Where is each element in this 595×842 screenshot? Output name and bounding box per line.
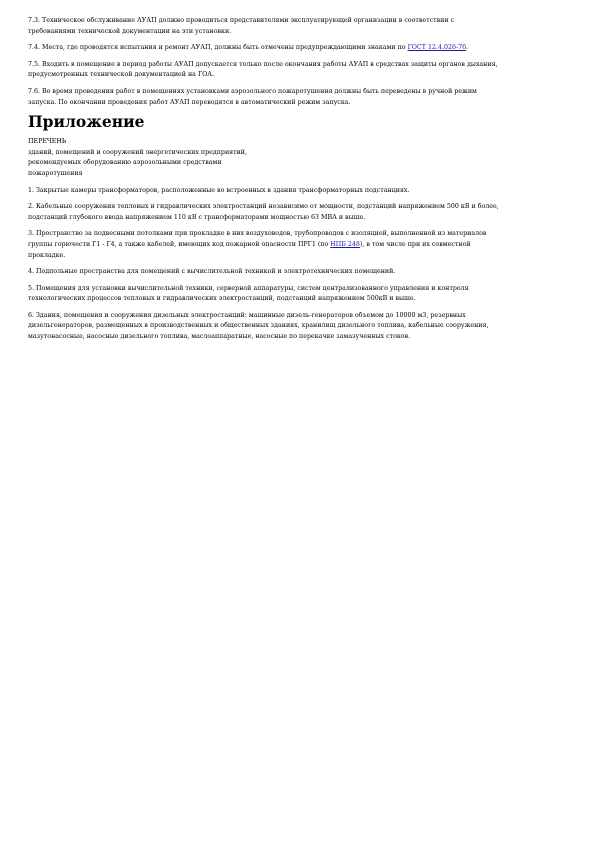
paragraph-line: запуска. По окончании проведения работ АУАП переводятся в автоматический режим запуска. bbox=[28, 98, 351, 106]
paragraph-7-3 bbox=[28, 16, 568, 37]
list-item-line: 2. Кабельные сооружения тепловых и гидравлических электростанций независимо от мощности, подстанций напряжением 500 кВ и более, bbox=[28, 203, 499, 211]
paragraph-7-6 bbox=[28, 87, 568, 108]
paragraph-line: 7.6. Во время проведения работ в помещениях установками аэрозольного пожаротушения должны быть переведены в ручной режим bbox=[28, 87, 477, 95]
list-item-line: дизельгенераторов, размещенных в производственных и общественных зданиях, хранилищ дизельного топлива, кабельные сооружения, bbox=[28, 322, 489, 330]
paragraph-line: 7.5. Входить в помещение в период работы АУАП допускается только после окончания работы АУАП в средствах защиты органов дыхания, bbox=[28, 60, 498, 68]
document-content bbox=[28, 16, 568, 343]
list-header-line: зданий, помещений и сооружений энергетических предприятий, bbox=[28, 148, 247, 156]
list-item-1 bbox=[28, 186, 568, 197]
list-item-6 bbox=[28, 311, 568, 343]
list-item-line: 1. Закрытые камеры трансформаторов, расположенные во встроенных в здания трансформаторных подстанциях. bbox=[28, 186, 410, 194]
list-item-line: 3. Пространство за подвесными потолками при прокладке в них воздуховодов, трубопроводов с изоляцией, выполненной из материалов bbox=[28, 230, 487, 238]
list-header-line: пожаротушения bbox=[28, 169, 83, 177]
list-item-4 bbox=[28, 267, 568, 278]
paragraph-line: 7.3. Техническое обслуживание АУАП должно проводиться представителями эксплуатирующей организации в соответствии с bbox=[28, 17, 455, 24]
paragraph-tail: . bbox=[466, 44, 469, 52]
appendix-title: Приложение bbox=[28, 112, 145, 132]
list-header-line: ПЕРЕЧЕНЬ bbox=[28, 138, 67, 146]
list-header bbox=[28, 137, 568, 179]
list-item-5 bbox=[28, 284, 568, 305]
list-item-line: 5. Помещения для установки вычислительной техники, серверной аппаратуры, систем централизованного управления и контроля bbox=[28, 284, 469, 292]
list-item-3 bbox=[28, 229, 568, 261]
paragraph-line: требованиями технической документации на эти установки. bbox=[28, 27, 232, 35]
paragraph-line: предусмотренных технической документацией на ГОА. bbox=[28, 71, 215, 79]
paragraph-7-5 bbox=[28, 60, 568, 81]
list-header-line: рекомендуемых оборудованию аэрозольными средствами bbox=[28, 159, 222, 167]
list-item-2 bbox=[28, 202, 568, 223]
list-item-line: технологических процессов тепловых и гидравлических электростанций, подстанций напряжением 500кВ и выше. bbox=[28, 295, 416, 303]
npb-link[interactable]: НПБ 248 bbox=[330, 240, 360, 248]
list-item-line: подстанций глубокого ввода напряжением 110 кВ с трансформаторами мощностью 63 МВА и выше. bbox=[28, 213, 366, 221]
list-item-line: 6. Здания, помещения и сооружения дизельных электростанций: машинные дизель-генераторов объемом до 10000 м3, резервных bbox=[28, 311, 466, 319]
list-item-line: прокладке. bbox=[28, 251, 66, 259]
gost-link[interactable]: ГОСТ 12.4.026-76 bbox=[407, 44, 467, 52]
list-item-text: ), в том числе при их совместной bbox=[359, 240, 471, 248]
list-item-line: 4. Подпольные пространства для помещений с вычислительной техникой и электротехнических помещений. bbox=[28, 268, 396, 276]
paragraph-text: 7.4. Места, где проводятся испытания и ремонт АУАП, должны быть отмечены предупреждающими знаками по bbox=[28, 44, 408, 52]
list-item-line: мазутонасосные, насосные дизельного топлива, маслоаппаратные, насосные по перекачке замазученных стоков. bbox=[28, 333, 411, 341]
list-item-text: группы горючести Г1 - Г4, а также кабелей, имеющих код пожарной опасности ПРГ1 (по bbox=[28, 240, 331, 248]
paragraph-7-4 bbox=[28, 43, 568, 54]
